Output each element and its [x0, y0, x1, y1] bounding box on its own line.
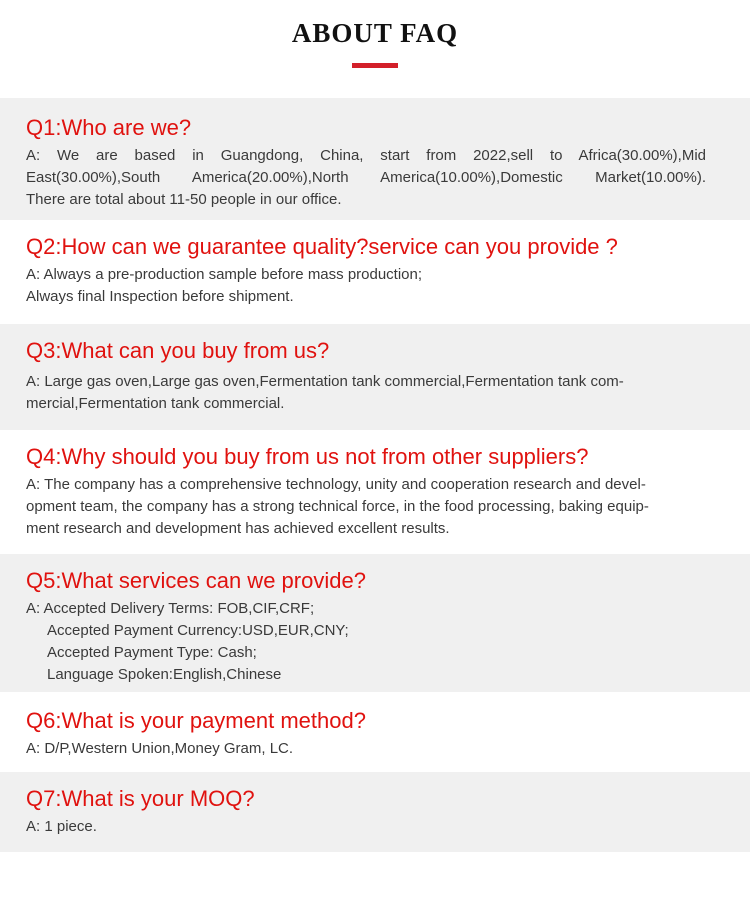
- faq-item-4: [0, 430, 750, 554]
- faq-answer-line: A: The company has a comprehensive technology, unity and cooperation research and devel-: [26, 476, 646, 493]
- faq-item-3: [0, 324, 750, 430]
- faq-answer: [26, 598, 706, 686]
- page-title: ABOUT FAQ: [291, 18, 459, 48]
- faq-question: Q1:Who are we?: [26, 115, 192, 140]
- faq-answer-line: Language Spoken:English,Chinese: [47, 666, 282, 683]
- faq-item-7: [0, 772, 750, 852]
- faq-answer-line: A: Always a pre-production sample before mass production;: [26, 266, 423, 283]
- faq-question: Q5:What services can we provide?: [26, 568, 366, 593]
- faq-question: Q4:Why should you buy from us not from other suppliers?: [26, 444, 589, 469]
- faq-answer-line: mercial,Fermentation tank commercial.: [26, 395, 285, 412]
- faq-answer-line: A: Accepted Delivery Terms: FOB,CIF,CRF;: [26, 600, 315, 617]
- faq-answer: [26, 264, 706, 308]
- faq-answer-line: opment team, the company has a strong technical force, in the food processing, baking equip-: [26, 498, 649, 515]
- title-underline: [352, 63, 398, 68]
- faq-answer: [26, 474, 706, 540]
- faq-question: Q3:What can you buy from us?: [26, 338, 330, 363]
- faq-answer-line: ment research and development has achieved excellent results.: [26, 520, 450, 537]
- faq-answer: [26, 738, 706, 760]
- faq-answer: [26, 816, 706, 838]
- faq-answer: [26, 371, 706, 415]
- faq-answer-line: Accepted Payment Type: Cash;: [47, 644, 257, 661]
- faq-question: Q2:How can we guarantee quality?service can you provide ?: [26, 234, 618, 259]
- faq-answer: [26, 145, 706, 211]
- faq-answer-line: East(30.00%),South America(20.00%),North America(10.00%),Domestic Market(10.00%).: [26, 169, 706, 186]
- faq-answer-line: A: We are based in Guangdong, China, start from 2022,sell to Africa(30.00%),Mid: [26, 147, 706, 164]
- faq-item-5: [0, 554, 750, 692]
- faq-answer-line: A: 1 piece.: [26, 818, 97, 835]
- faq-answer-line: There are total about 11-50 people in our office.: [26, 191, 342, 208]
- faq-item-6: [0, 692, 750, 772]
- faq-answer-line: A: Large gas oven,Large gas oven,Fermentation tank commercial,Fermentation tank com-: [26, 373, 624, 390]
- faq-answer-line: Accepted Payment Currency:USD,EUR,CNY;: [47, 622, 349, 639]
- faq-question: Q6:What is your payment method?: [26, 708, 366, 733]
- faq-answer-line: A: D/P,Western Union,Money Gram, LC.: [26, 740, 294, 757]
- faq-item-2: [0, 220, 750, 324]
- faq-question: Q7:What is your MOQ?: [26, 786, 255, 811]
- faq-item-1: [0, 98, 750, 220]
- faq-answer-line: Always final Inspection before shipment.: [26, 288, 294, 305]
